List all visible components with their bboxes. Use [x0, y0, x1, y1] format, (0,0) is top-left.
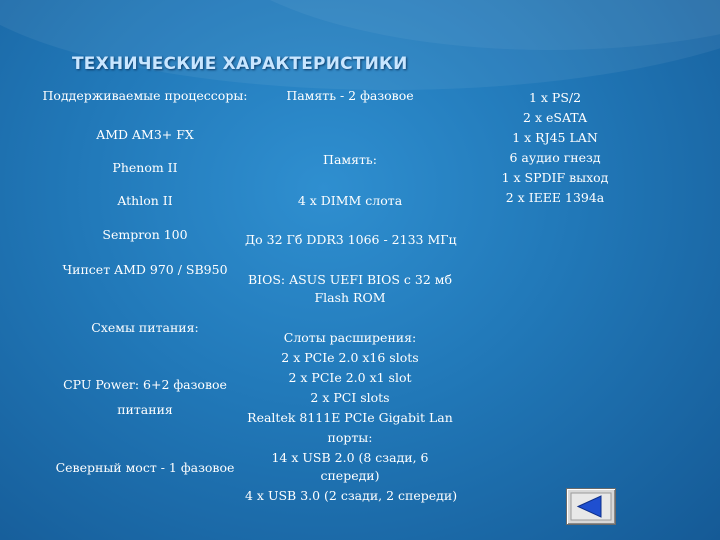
ps2-text: 1 x PS/2: [528, 90, 582, 105]
usb2-text: 14 x USB 2.0 (8 сзади, 6: [271, 450, 429, 465]
ddr-text: До 32 Гб DDR3 1066 - 2133 МГц: [245, 232, 457, 247]
slide-title: ТЕХНИЧЕСКИЕ ХАРАКТЕРИСТИКИ: [72, 54, 408, 74]
dimm-text: 4 x DIMM слота: [297, 193, 403, 208]
pcie16-text: 2 x PCIe 2.0 x16 slots: [281, 350, 419, 365]
bios-text: BIOS: ASUS UEFI BIOS с 32 мб: [247, 272, 453, 287]
chipset-text: Чипсет AMD 970 / SB950: [62, 262, 228, 277]
esata-text: 2 x eSATA: [523, 110, 587, 125]
cpu-power-text-2: питания: [117, 402, 173, 417]
bios-text-2: Flash ROM: [314, 290, 386, 305]
processors-label: Поддерживаемые процессоры:: [42, 88, 248, 103]
socket-text: AMD AM3+ FX: [96, 127, 194, 142]
phenom-text: Phenom II: [112, 160, 178, 175]
rj45-text: 1 x RJ45 LAN: [512, 130, 598, 145]
back-button[interactable]: [566, 488, 616, 525]
usb2-text-2: спереди): [320, 468, 380, 483]
ieee-text: 2 x IEEE 1394a: [505, 190, 605, 205]
memory-phase-text: Память - 2 фазовое: [286, 88, 414, 103]
slots-label: Слоты расширения:: [283, 330, 417, 345]
spdif-text: 1 x SPDIF выход: [501, 170, 609, 185]
sempron-text: Sempron 100: [102, 227, 188, 242]
athlon-text: Athlon II: [117, 193, 173, 208]
audio-text: 6 аудио гнезд: [509, 150, 601, 165]
back-arrow-icon: [570, 492, 612, 521]
usb3-text: 4 x USB 3.0 (2 сзади, 2 спереди): [245, 488, 458, 503]
pcie1-text: 2 x PCIe 2.0 x1 slot: [288, 370, 412, 385]
pci-text: 2 x PCI slots: [310, 390, 390, 405]
north-bridge-text: Северный мост - 1 фазовое: [55, 460, 235, 475]
lan-text: Realtek 8111E PCIe Gigabit Lan: [247, 410, 453, 425]
power-label: Схемы питания:: [91, 320, 199, 335]
ports-label: порты:: [327, 430, 373, 445]
memory-label: Память:: [323, 152, 377, 167]
cpu-power-text: CPU Power: 6+2 фазовое: [63, 377, 227, 392]
